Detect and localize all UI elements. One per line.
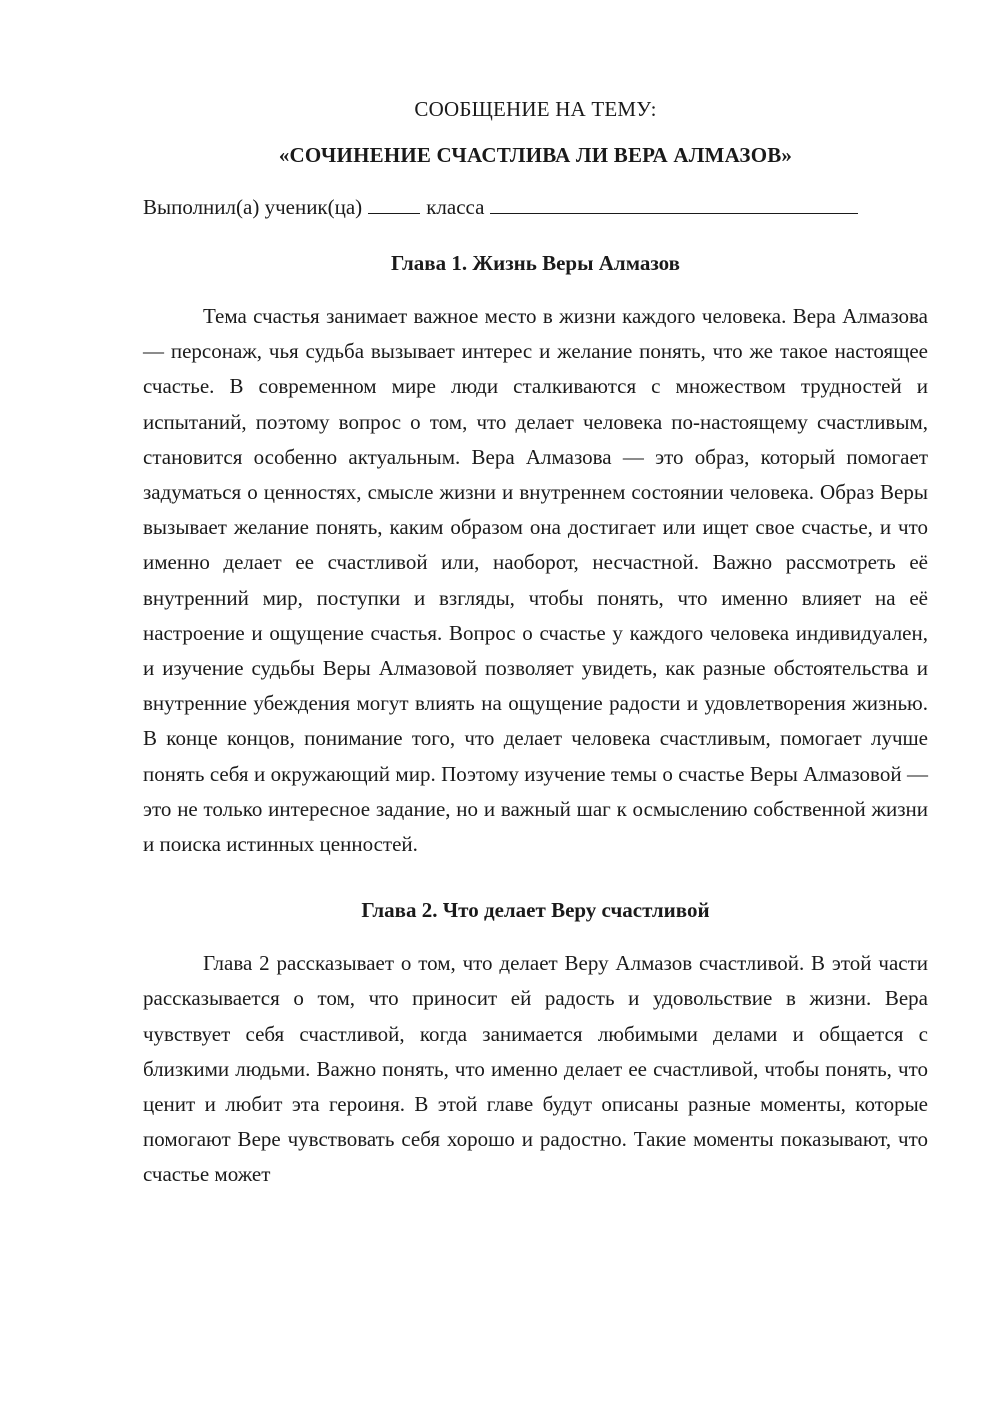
class-number-blank xyxy=(368,191,420,214)
document-page xyxy=(143,92,928,1193)
chapter-2-paragraph: Глава 2 рассказывает о том, что делает Веру Алмазов счастливой. В этой части рассказывается о том, что приносит ей радость и удовольствие в жизни. Вера чувствует себя счастливой, когда занимается любимыми делами и общается с близкими людьми. Важно понять, что именно делает ее счастливой, чтобы понять, что ценит и любит эта героиня. В этой главе будут описаны разные моменты, которые помогают Вере чувствовать себя хорошо и радостно. Такие моменты показывают, что счастье может xyxy=(143,951,928,1187)
student-name-blank xyxy=(490,191,858,214)
author-line xyxy=(143,190,928,224)
performed-by-label: Выполнил(а) ученик(ца) xyxy=(143,195,363,219)
document-header-topic: СООБЩЕНИЕ НА ТЕМУ: xyxy=(414,97,657,121)
class-label: класса xyxy=(426,195,485,219)
chapter-1-title: Глава 1. Жизнь Веры Алмазов xyxy=(390,251,681,275)
document-title: «СОЧИНЕНИЕ СЧАСТЛИВА ЛИ ВЕРА АЛМАЗОВ» xyxy=(278,143,793,167)
chapter-2-title: Глава 2. Что делает Веру счастливой xyxy=(361,898,710,923)
chapter-1-paragraph: Тема счастья занимает важное место в жизни каждого человека. Вера Алмазова — персонаж, чья судьба вызывает интерес и желание понять, что же такое настоящее счастье. В современном мире люди сталкиваются с множеством трудностей и испытаний, поэтому вопрос о том, что делает человека по-настоящему счастливым, становится особенно актуальным. Вера Алмазова — это образ, который помогает задуматься о ценностях, смысле жизни и внутреннем состоянии человека. Образ Веры вызывает желание понять, каким образом она достигает или ищет свое счастье, и что именно делает ее счастливой или, наоборот, несчастной. Важно рассмотреть её внутренний мир, поступки и взгляды, чтобы понять, что именно влияет на её настроение и ощущение счастья. Вопрос о счастье у каждого человека индивидуален, и изучение судьбы Веры Алмазовой позволяет увидеть, как разные обстоятельства и внутренние убеждения могут влиять на ощущение радости и удовлетворения жизнью. В конце концов, понимание того, что делает человека счастливым, помогает лучше понять себя и окружающий мир. Поэтому изучение темы о счастье Веры Алмазовой — это не только интересное задание, но и важный шаг к осмыслению собственной жизни и поиска истинных ценностей. xyxy=(143,304,928,857)
